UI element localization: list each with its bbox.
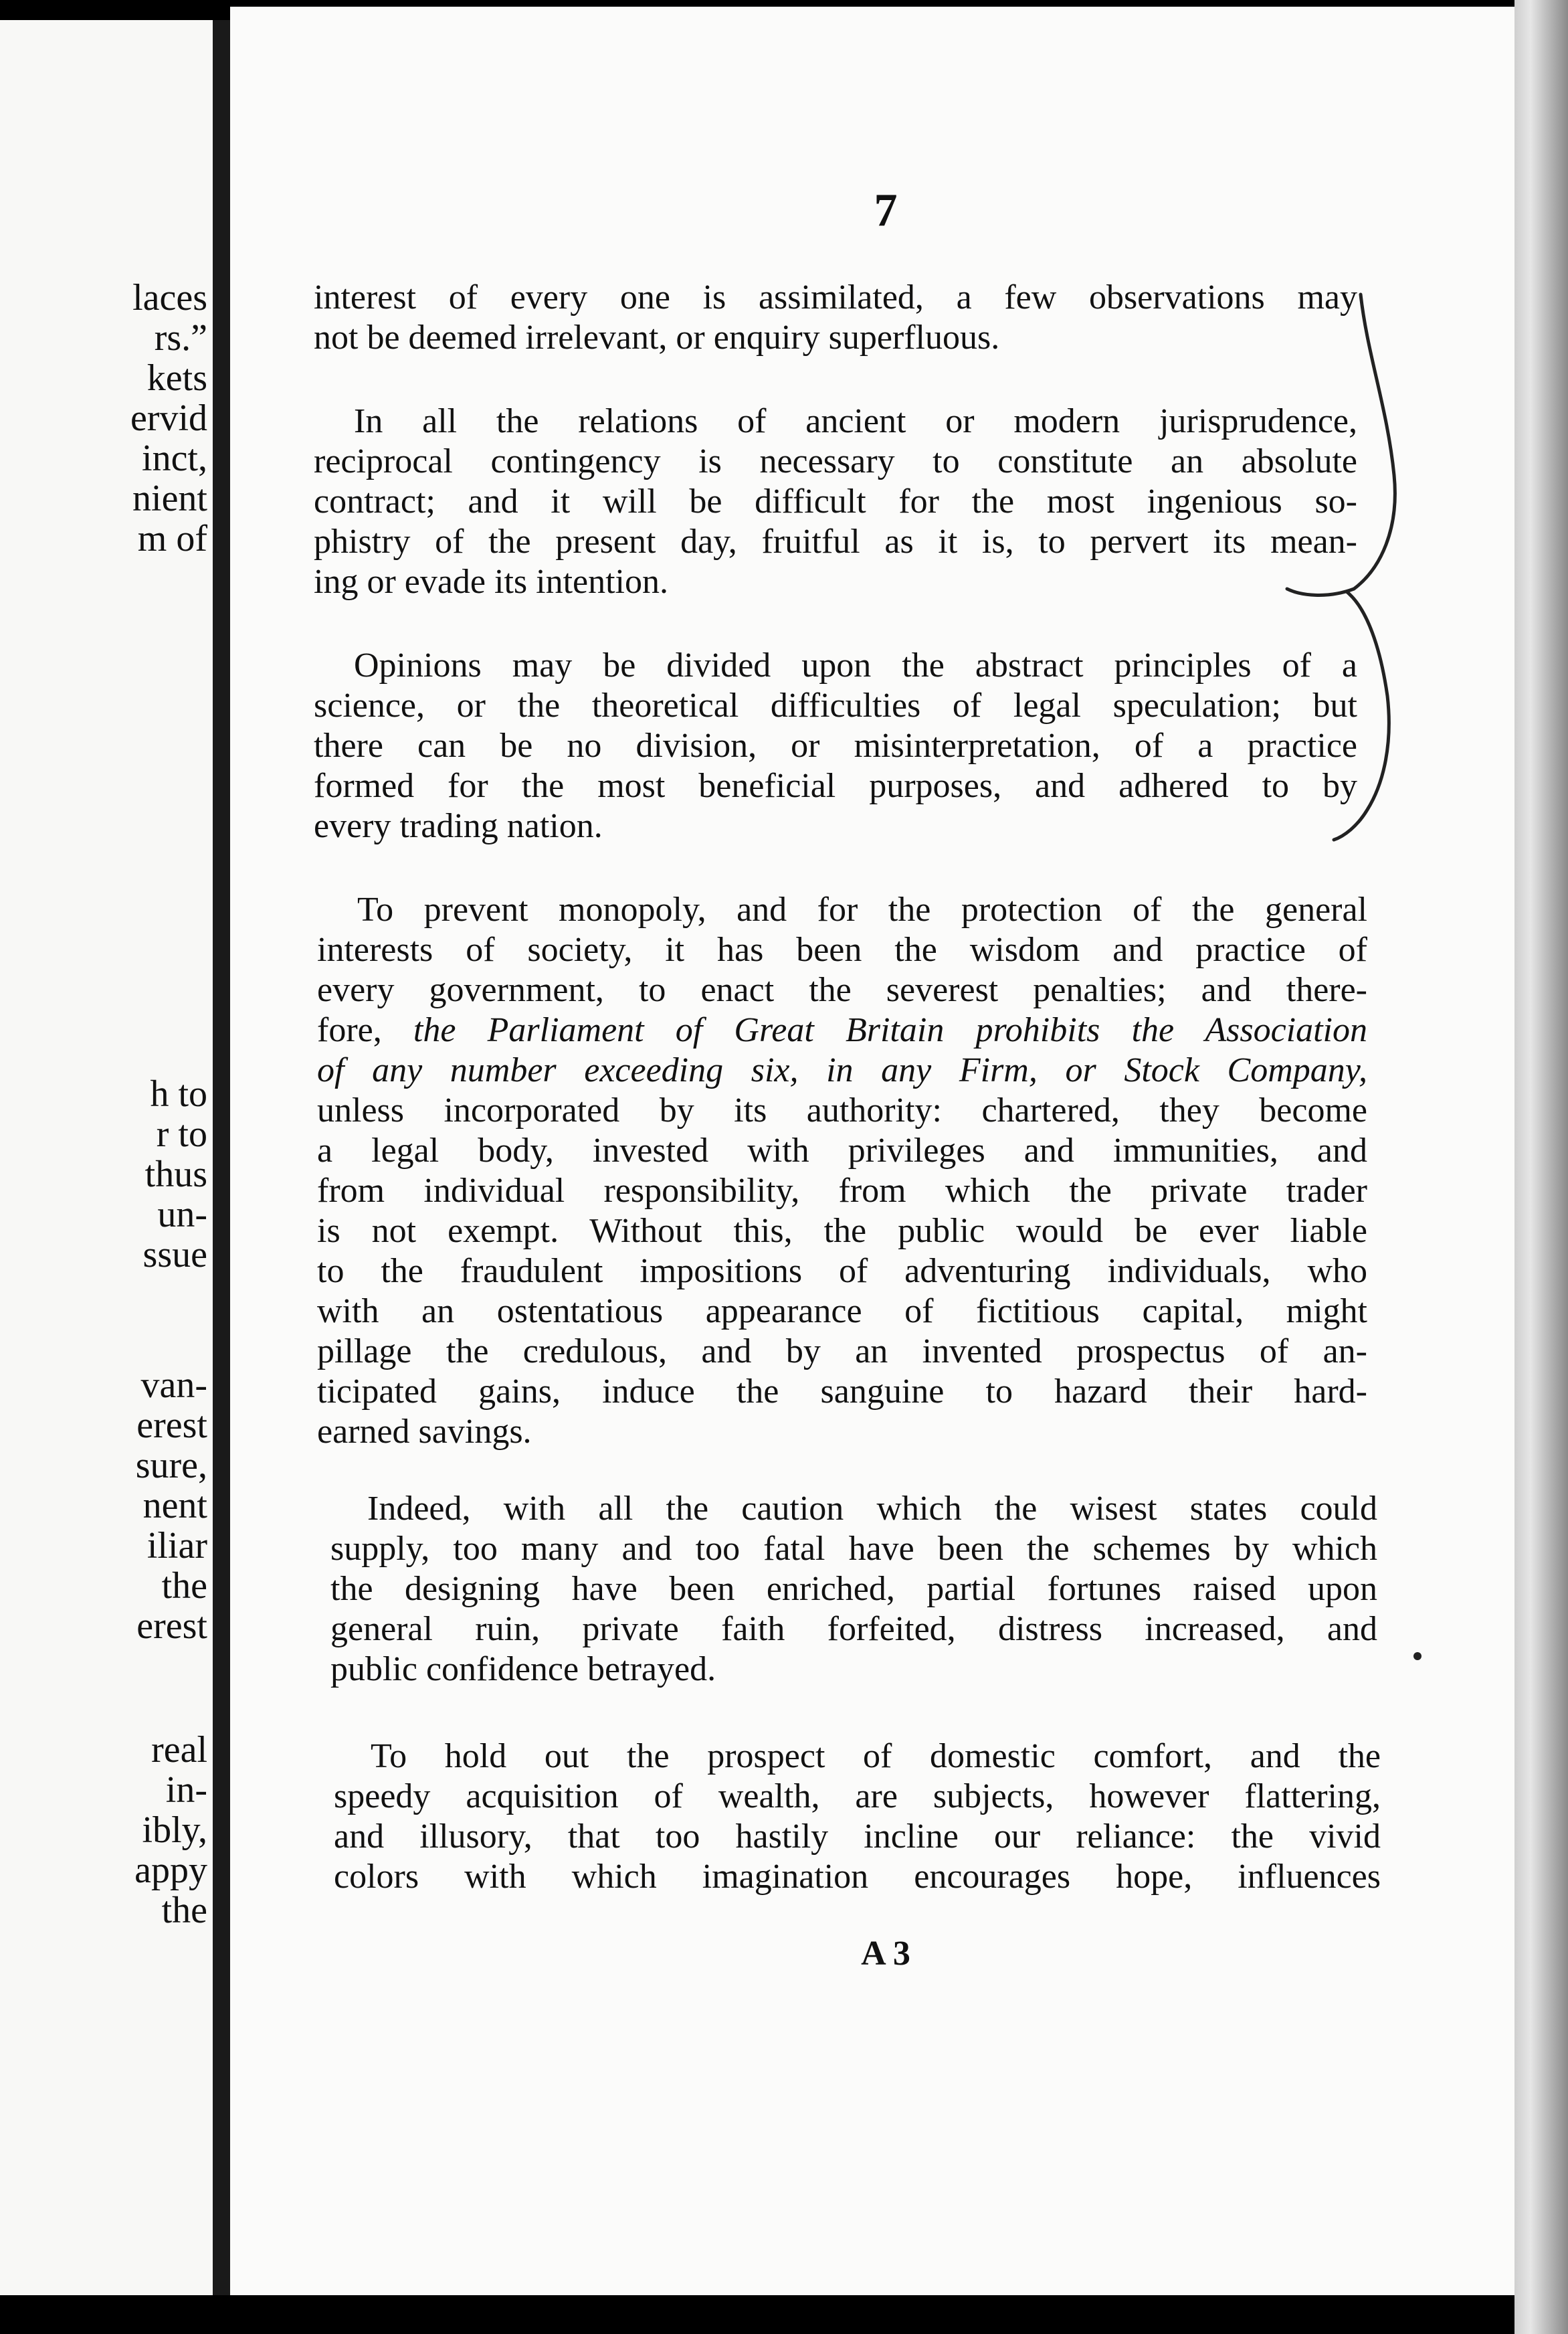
text-line: ing or evade its intention. [314,563,669,601]
text-line: speedy acquisition of wealth, are subjects, however flattering, [334,1777,1381,1815]
facing-page-line: real [151,1729,207,1771]
facing-page-line: the [161,1890,207,1931]
text-line: ticipated gains, induce the sanguine to hazard their hard- [317,1372,1367,1411]
text-line: public confidence betrayed. [330,1650,716,1688]
text-line: contract; and it will be difficult for the most ingenious so- [314,482,1357,521]
facing-page-line: ibly, [142,1809,207,1851]
text-line-italic: of any number exceeding six, in any Firm, or Stock Company, [317,1051,1367,1089]
page-number: 7 [874,185,898,236]
book-page [230,7,1514,2295]
book-gutter [213,20,230,2295]
text-line: interest of every one is assimilated, a few observations may [314,278,1357,317]
text-line: pillage the credulous, and by an invented prospectus of an- [317,1332,1367,1370]
facing-page-line: ssue [142,1234,207,1275]
signature-mark: A 3 [861,1935,910,1973]
text-line: supply, too many and too fatal have been the schemes by which [330,1530,1377,1568]
facing-page-line: sure, [135,1445,207,1486]
text-line: In all the relations of ancient or modern jurisprudence, [354,402,1357,440]
page-edge [1514,0,1568,2334]
facing-page-line: the [161,1565,207,1607]
text-line: with an ostentatious appearance of fictitious capital, might [317,1292,1367,1330]
facing-page-line: nent [142,1485,207,1526]
text-line: every trading nation. [314,807,603,845]
text-line: from individual responsibility, from which the private trader [317,1172,1367,1210]
text-line: Opinions may be divided upon the abstract principles of a [354,646,1357,685]
text-line: a legal body, invested with privileges and immunities, and [317,1132,1367,1170]
text-line: phistry of the present day, fruitful as it is, to pervert its mean- [314,523,1357,561]
facing-page-line: m of [137,518,207,559]
text-line: science, or the theoretical difficulties of legal speculation; but [314,687,1357,725]
facing-page-line: laces [132,277,207,319]
text-line: formed for the most beneficial purposes, and adhered to by [314,767,1357,805]
text-line: the designing have been enriched, partial fortunes raised upon [330,1570,1377,1608]
facing-page-line: r to [156,1113,207,1155]
facing-page-line: un- [157,1194,207,1235]
facing-page-line: ervid [130,397,207,439]
text-line: reciprocal contingency is necessary to constitute an absolute [314,442,1357,480]
facing-page-line: erest [136,1405,207,1446]
facing-page-line: van- [140,1364,207,1406]
text-italic: the Parliament of Great Britain prohibits the Association [413,1011,1367,1049]
text-line: is not exempt. Without this, the public would be ever liable [317,1212,1367,1250]
text-line: earned savings. [317,1413,532,1451]
facing-page-line: h to [150,1073,207,1115]
facing-page-line: thus [144,1154,207,1195]
handwritten-bracket-marks [230,7,1514,2295]
text-line: interests of society, it has been the wisdom and practice of [317,931,1367,969]
text-line: there can be no division, or misinterpretation, of a practice [314,727,1357,765]
facing-page-fragment [0,20,213,2295]
text-line: not be deemed irrelevant, or enquiry superfluous. [314,319,1000,357]
text-plain: fore, [317,1011,413,1049]
text-line: unless incorporated by its authority: chartered, they become [317,1091,1367,1130]
facing-page-line: kets [146,357,207,399]
text-line: and illusory, that too hastily incline our reliance: the vivid [334,1817,1381,1856]
text-line: Indeed, with all the caution which the wisest states could [367,1490,1377,1528]
text-line: To prevent monopoly, and for the protection of the general [357,891,1367,929]
facing-page-line: rs.” [154,317,207,359]
facing-page-line: nient [132,478,207,519]
facing-page-line: inct, [142,438,207,479]
text-line: To hold out the prospect of domestic comfort, and the [371,1737,1381,1775]
text-line: to the fraudulent impositions of adventuring individuals, who [317,1252,1367,1290]
facing-page-line: in- [165,1769,207,1811]
text-line: colors with which imagination encourages hope, influences [334,1858,1381,1896]
text-line: every government, to enact the severest penalties; and there- [317,971,1367,1009]
facing-page-line: appy [134,1850,207,1891]
text-line: general ruin, private faith forfeited, distress increased, and [330,1610,1377,1648]
facing-page-line: erest [136,1605,207,1647]
facing-page-line: iliar [146,1525,207,1566]
